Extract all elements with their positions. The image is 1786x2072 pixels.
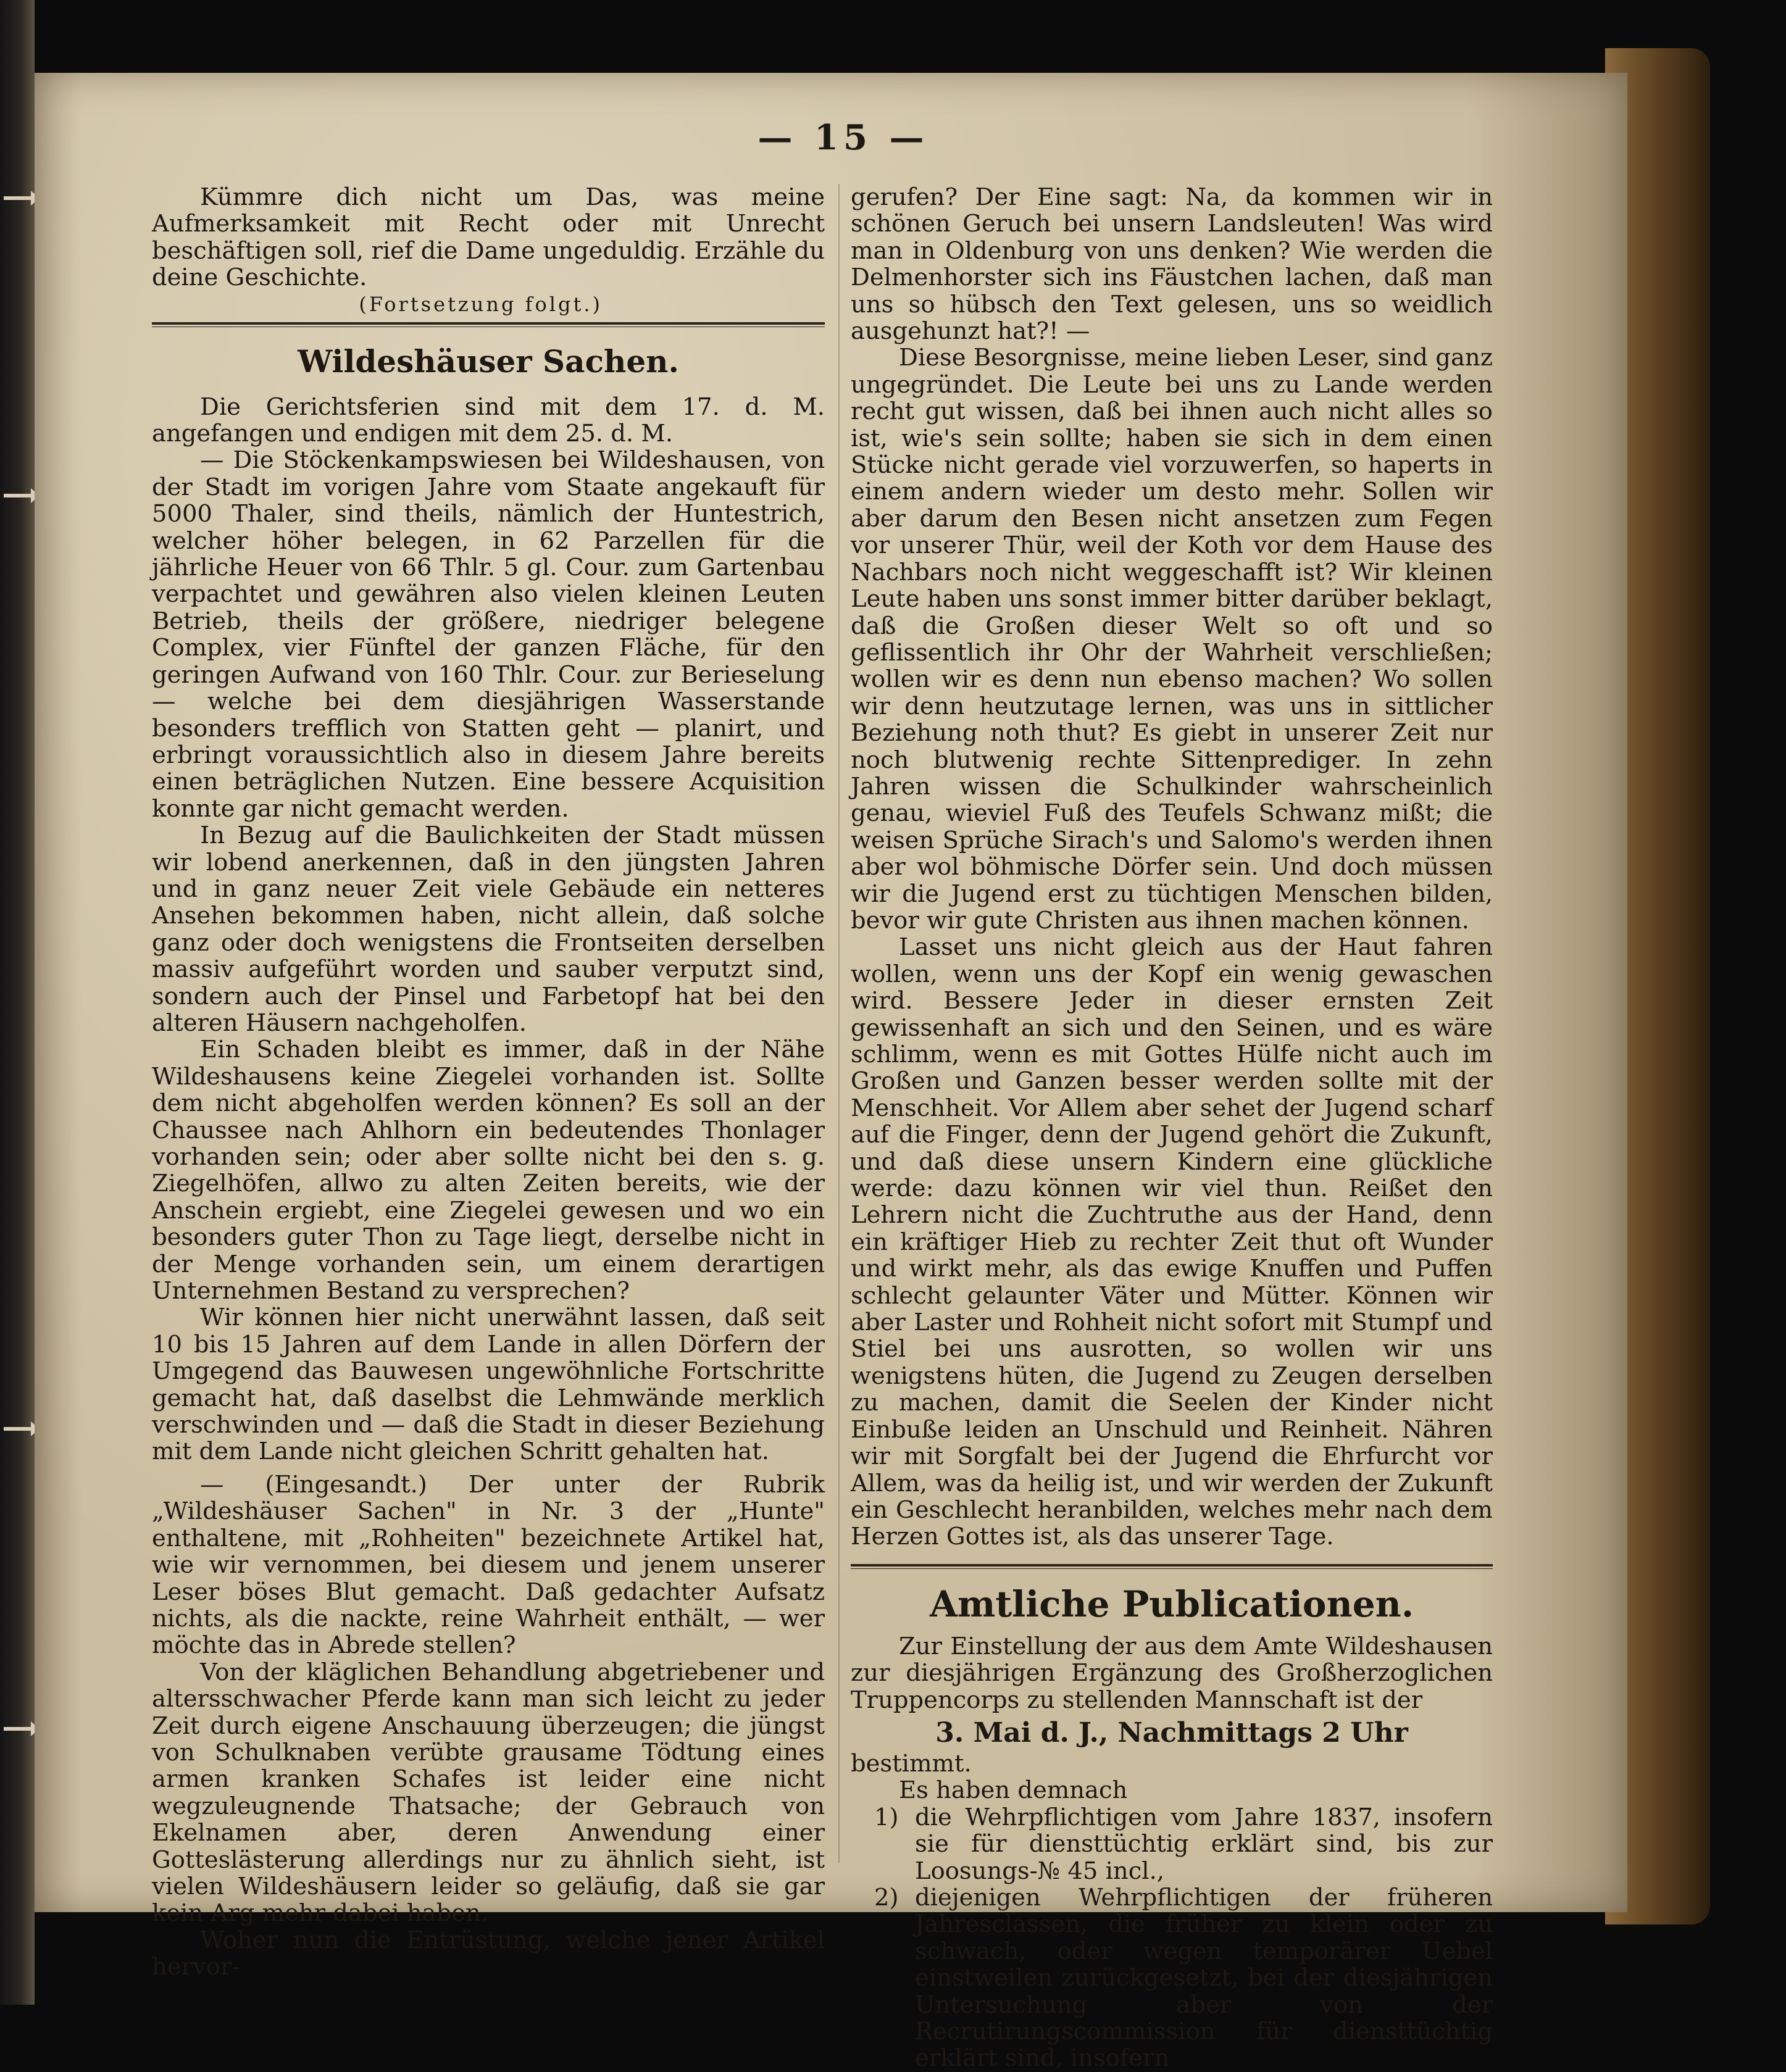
left-column bbox=[152, 184, 825, 1981]
article-paragraph: Ein Schaden bleibt es immer, daß in der Nähe Wildeshausens keine Ziegelei vorhanden ist. Sollte dem nicht abgeholfen werden können? Es soll an der Chaussee nach Ahlhorn ein bedeutendes Thonlager vorhanden sein; oder aber sollte nicht bei den s. g. Ziegelhöfen, allwo zu alten Zeiten bereits, wie der Anschein ergiebt, eine Ziegelei gewesen und wo ein besonders guter Thon zu Tage liegt, derselbe nicht in der Menge vorhanden sein, um einem derartigen Unternehmen Bestand zu versprechen? bbox=[152, 1036, 825, 1305]
section-divider bbox=[851, 1564, 1493, 1569]
book-spine bbox=[0, 0, 35, 2005]
newspaper-page bbox=[35, 73, 1627, 2072]
binding-thread-mark bbox=[4, 494, 32, 497]
list-item bbox=[851, 1884, 1493, 2072]
notice-date: 3. Mai d. J., Nachmittags 2 Uhr bbox=[935, 1716, 1408, 1749]
right-column bbox=[851, 184, 1493, 2072]
article-paragraph: In Bezug auf die Baulichkeiten der Stadt müssen wir lobend anerkennen, daß in den jüngsten Jahren und in ganz neuer Zeit viele Gebäude ein netteres Ansehen bekommen haben, nicht allein, daß solche ganz oder doch wenigstens die Frontseiten derselben massiv aufgeführt worden und sauber verputzt sind, sondern auch der Pinsel und Farbetopf hat bei den alteren Häusern nachgeholfen. bbox=[152, 822, 825, 1037]
notice-lead: Es haben demnach bbox=[899, 1776, 1128, 1805]
article-paragraph: — (Eingesandt.) Der unter der Rubrik „Wildeshäuser Sachen" in Nr. 3 der „Hunte" enthaltene, mit „Rohheiten" bezeichnete Artikel hat, wie wir vernommen, bei diesem und jenem unserer Leser böses Blut gemacht. Daß gedachter Aufsatz nichts, als die nackte, reine Wahrheit enthält, — wer möchte das in Abrede stellen? bbox=[152, 1470, 825, 1660]
article-paragraph: Die Gerichtsferien sind mit dem 17. d. M. angefangen und endigen mit dem 25. d. M. bbox=[152, 393, 825, 448]
article-paragraph: Woher nun die Entrüstung, welche jener Artikel hervor- bbox=[152, 1926, 825, 1981]
page-number: — 15 — bbox=[757, 117, 929, 158]
notice-intro: Zur Einstellung der aus dem Amte Wildeshausen zur diesjährigen Ergänzung des Großherzoglichen Truppencorps zu stellenden Mannschaft ist der bbox=[851, 1632, 1493, 1714]
list-item-number: 2) bbox=[874, 1883, 899, 1912]
binding-thread-mark bbox=[4, 196, 32, 200]
section-title-wildeshaeuser: Wildeshäuser Sachen. bbox=[298, 343, 679, 380]
column-separator bbox=[838, 184, 840, 1863]
list-item-number: 1) bbox=[874, 1803, 899, 1831]
list-item-text: die Wehrpflichtigen vom Jahre 1837, insofern sie für diensttüchtig erklärt sind, bis zur Loosungs-№ 45 incl., bbox=[915, 1803, 1493, 1885]
section-divider bbox=[152, 322, 825, 327]
binding-thread-mark bbox=[4, 1727, 32, 1731]
section-title-amtliche: Amtliche Publicationen. bbox=[929, 1583, 1414, 1625]
notice-after: bestimmt. bbox=[851, 1749, 972, 1778]
notice-list bbox=[851, 1804, 1493, 2072]
article-paragraph: Lasset uns nicht gleich aus der Haut fahren wollen, wenn uns der Kopf ein wenig gewaschen wird. Bessere Jeder in dieser ernsten Zeit gewissenhaft an sich und den Seinen, und es wäre schlimm, wenn es mit Gottes Hülfe nicht auch im Großen und Ganzen besser werden sollte mit der Menschheit. Vor Allem aber sehet der Jugend scharf auf die Finger, denn der Jugend gehört die Zukunft, und daß diese unsern Kindern eine glückliche werde: dazu können wir viel thun. Reißet den Lehrern nicht die Zuchtruthe aus der Hand, denn ein kräftiger Hieb zu rechter Zeit thut oft Wunder und wirkt mehr, als das ewige Knuffen und Puffen schlecht gelaunter Väter und Mütter. Können wir aber Laster und Rohheit nicht sofort mit Stumpf und Stiel bei uns ausrotten, so wollen wir uns wenigstens hüten, die Jugend zu Zeugen derselben zu machen, damit die Seelen der Kinder nicht Einbuße leiden an Unschuld und Reinheit. Nähren wir mit Sorgfalt bei der Jugend die Ehrfurcht vor Allem, was da heilig ist, und wir werden der Zukunft ein Geschlecht heranbilden, welches mehr nach dem Herzen Gottes ist, als das unserer Tage. bbox=[851, 933, 1493, 1551]
article-paragraph: Von der kläglichen Behandlung abgetriebener und altersschwacher Pferde kann man sich leicht zu jeder Zeit durch eigene Anschauung überzeugen; die jüngst von Schulknaben verübte grausame Tödtung eines armen kranken Schafes ist leider eine nicht wegzuleugnende Thatsache; der Gebrauch von Ekelnamen aber, deren Anwendung einer Gotteslästerung allerdings nur zu ähnlich sieht, ist vielen Wildeshäusern leider so geläufig, daß sie gar kein Arg mehr dabei haben. bbox=[152, 1658, 825, 1928]
article-paragraph: Diese Besorgnisse, meine lieben Leser, sind ganz ungegründet. Die Leute bei uns zu Lande werden recht gut wissen, daß bei ihnen auch nicht alles so ist, wie's sein sollte; haben sie sich in dem einen Stücke nicht gerade viel vorzuwerfen, so haperts in einem andern wieder um desto mehr. Sollen wir aber darum den Besen nicht ansetzen zum Fegen vor unserer Thür, weil der Koth vor dem Hause des Nachbars noch nicht weggeschafft ist? Wir kleinen Leute haben uns sonst immer bitter darüber beklagt, daß die Großen dieser Welt so oft und so geflissentlich ihr Ohr der Wahrheit verschließen; wollen wir es denn nun ebenso machen? Wo sollen wir denn heutzutage lernen, was uns in sittlicher Beziehung noth thut? Es giebt in unserer Zeit nur noch blutwenig rechte Sittenprediger. In zehn Jahren wissen die Schulkinder wahrscheinlich genau, wieviel Fuß des Teufels Schwanz mißt; die weisen Sprüche Sirach's und Salomo's werden ihnen aber wol böhmische Dörfer sein. Und doch müssen wir die Jugend erst zu tüchtigen Menschen bilden, bevor wir gute Christen aus ihnen machen können. bbox=[851, 344, 1493, 934]
article-paragraph: gerufen? Der Eine sagt: Na, da kommen wir in schönen Geruch bei unsern Landsleuten! Was wird man in Oldenburg von uns denken? Wie werden die Delmenhorster sich ins Fäustchen lachen, daß man uns so hübsch den Text gelesen, uns so weidlich ausgehunzt hat?! — bbox=[851, 183, 1493, 346]
article-paragraph: — Die Stöckenkampswiesen bei Wildeshausen, von der Stadt im vorigen Jahre vom Staate angekauft für 5000 Thaler, sind theils, nämlich der Huntestrich, welcher höher belegen, in 62 Parzellen für die jährliche Heuer von 66 Thlr. 5 gl. Cour. zum Gartenbau verpachtet und gewähren also vielen kleinen Leuten Betrieb, theils der größere, niedriger belegene Complex, vier Fünftel der ganzen Fläche, für den geringen Aufwand von 160 Thlr. Cour. zur Berieselung — welche bei dem diesjährigen Wasserstande besonders trefflich von Statten geht — planirt, und erbringt voraussichtlich also in diesem Jahre bereits einen beträglichen Nutzen. Eine bessere Acquisition konnte gar nicht gemacht werden. bbox=[152, 446, 825, 823]
article-paragraph: Wir können hier nicht unerwähnt lassen, daß seit 10 bis 15 Jahren auf dem Lande in allen Dörfern der Umgegend das Bauwesen ungewöhnliche Fortschritte gemacht hat, daß daselbst die Lehmwände merklich verschwinden und — daß die Stadt in dieser Beziehung mit dem Lande nicht gleichen Schritt gehalten hat. bbox=[152, 1304, 825, 1466]
list-item bbox=[851, 1804, 1493, 1884]
binding-thread-mark bbox=[4, 1427, 32, 1431]
continued-note: (Fortsetzung folgt.) bbox=[359, 292, 603, 316]
story-ending: Kümmre dich nicht um Das, was meine Aufmerksamkeit mit Recht oder mit Unrecht beschäftigen soll, rief die Dame ungeduldig. Erzähle du deine Geschichte. bbox=[152, 183, 825, 292]
list-item-text: diejenigen Wehrpflichtigen der früheren Jahresclassen, die früher zu klein oder zu schwach, oder wegen temporärer Uebel einstweilen zurückgesetzt, bei der diesjährigen Untersuchung aber von der Recrutirungscommission für diensttüchtig erklärt sind, insofern bbox=[915, 1883, 1493, 2072]
